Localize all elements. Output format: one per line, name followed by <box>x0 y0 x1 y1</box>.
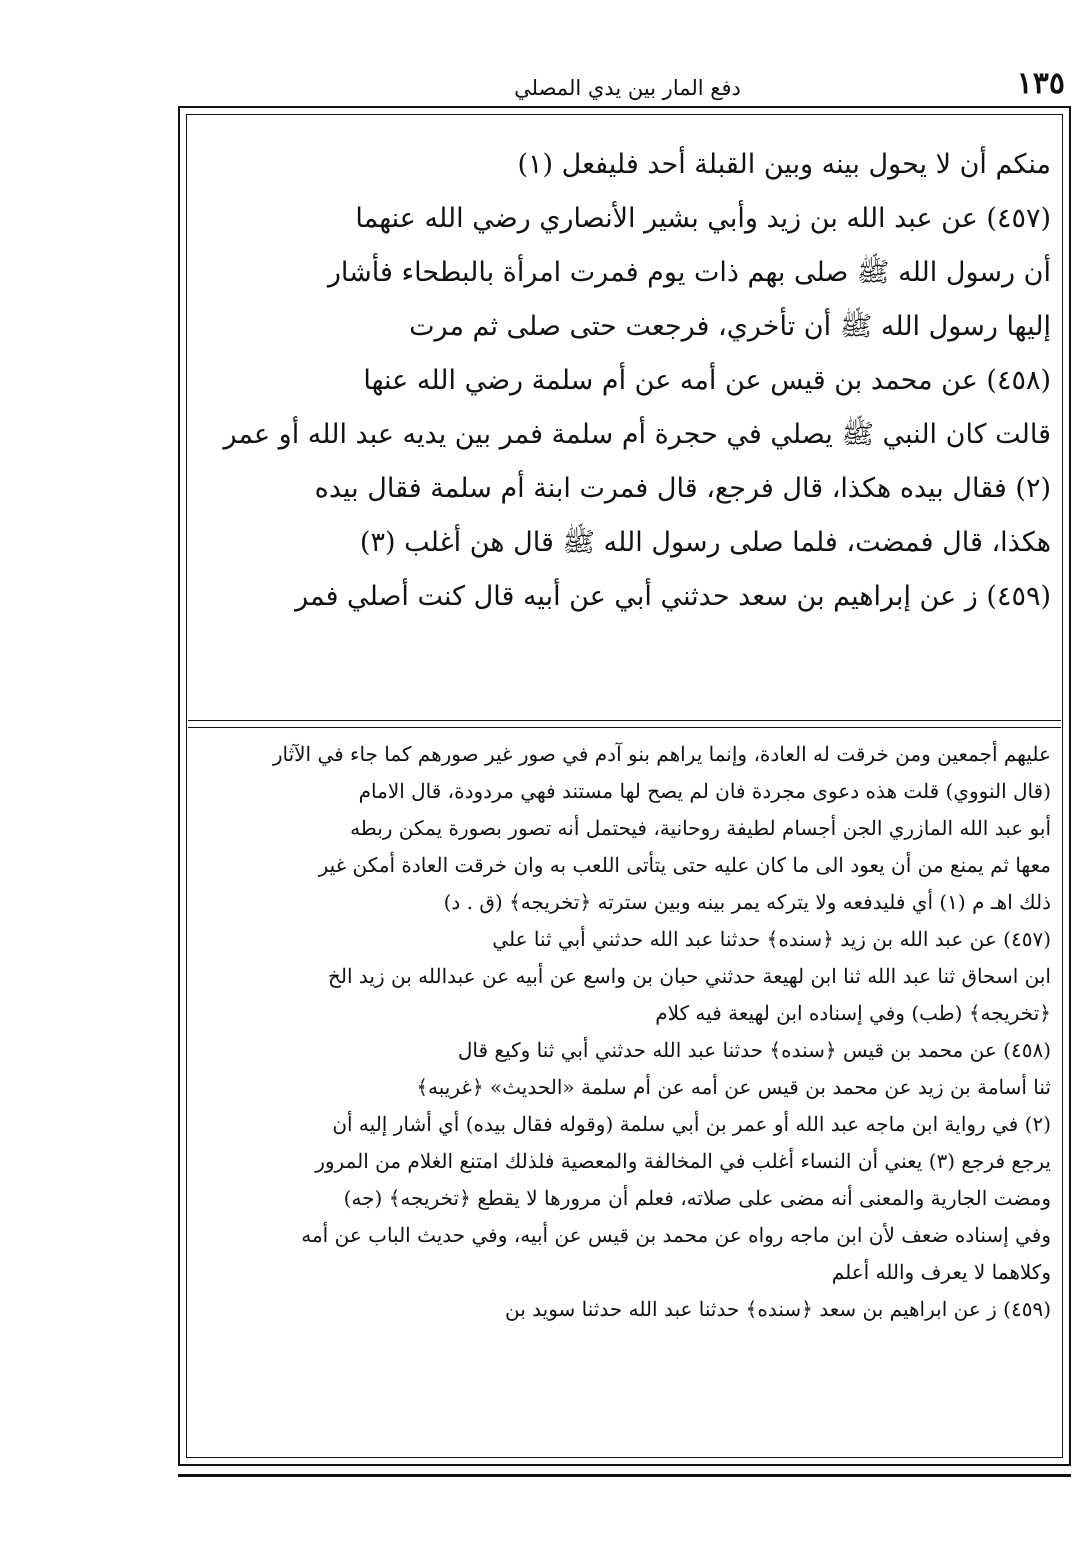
commentary-line: وفي إسناده ضعف لأن ابن ماجه رواه عن محمد بن قيس عن أبيه، وفي حديث الباب عن أمه <box>301 1223 1051 1247</box>
page-number: ١٣٥ <box>1016 66 1065 101</box>
hadith-line: قالت كان النبي ﷺ يصلي في حجرة أم سلمة فمر بين يديه عبد الله أو عمر <box>223 419 1051 450</box>
commentary-line: (٢) في رواية ابن ماجه عبد الله أو عمر بن أبي سلمة (وقوله فقال بيده) أي أشار إليه أن <box>332 1112 1051 1136</box>
commentary-line: ومضت الجارية والمعنى أنه مضى على صلاته، فعلم أن مرورها لا يقطع ﴿تخريجه﴾ (جه) <box>343 1186 1051 1210</box>
section-divider <box>188 720 1061 728</box>
commentary-line: ذلك اهـ م (١) أي فليدفعه ولا يتركه يمر بينه وبين سترته ﴿تخريجه﴾ (ق . د) <box>443 890 1051 914</box>
hadith-line: (٢) فقال بيده هكذا، قال فرجع، قال فمرت ابنة أم سلمة فقال بيده <box>314 473 1051 504</box>
commentary-line: يرجع فرجع (٣) يعني أن النساء أغلب في المخالفة والمعصية فلذلك امتنع الغلام من المرور <box>315 1149 1051 1173</box>
commentary-text-block <box>198 736 1051 1450</box>
hadith-line: (٤٥٩) ز عن إبراهيم بن سعد حدثني أبي عن أبيه قال كنت أصلي فمر <box>295 581 1051 612</box>
running-title: دفع المار بين يدي المصلي <box>514 76 741 100</box>
page-frame <box>178 106 1071 1466</box>
hadith-text-block <box>198 138 1051 718</box>
hadith-line: إليها رسول الله ﷺ أن تأخري، فرجعت حتى صلى ثم مرت <box>409 311 1051 342</box>
commentary-line: معها ثم يمنع من أن يعود الى ما كان عليه حتى يتأتى اللعب به وان خرقت العادة أمكن غير <box>318 853 1051 877</box>
commentary-line: (قال النووي) قلت هذه دعوى مجردة فان لم يصح لها مستند فهي مردودة، قال الامام <box>358 779 1051 803</box>
bottom-rule <box>178 1474 1071 1480</box>
commentary-line: وكلاهما لا يعرف والله أعلم <box>831 1260 1051 1284</box>
commentary-line: ابن اسحاق ثنا عبد الله ثنا ابن لهيعة حدثني حبان بن واسع عن أبيه عن عبدالله بن زيد الخ <box>328 964 1051 988</box>
commentary-line: ﴿تخريجه﴾ (طب) وفي إسناده ابن لهيعة فيه كلام <box>655 1001 1051 1025</box>
commentary-line: أبو عبد الله المازري الجن أجسام لطيفة روحانية، فيحتمل أنه تصور بصورة يمكن ربطه <box>350 816 1051 840</box>
hadith-line: هكذا، قال فمضت، فلما صلى رسول الله ﷺ قال هن أغلب (٣) <box>359 527 1051 558</box>
commentary-line: عليهم أجمعين ومن خرقت له العادة، وإنما يراهم بنو آدم في صور غير صورهم كما جاء في الآثار <box>272 742 1051 766</box>
hadith-line: منكم أن لا يحول بينه وبين القبلة أحد فليفعل (١) <box>517 149 1051 180</box>
hadith-line: (٤٥٧) عن عبد الله بن زيد وأبي بشير الأنصاري رضي الله عنهما <box>355 203 1051 234</box>
commentary-line: (٤٥٨) عن محمد بن قيس ﴿سنده﴾ حدثنا عبد الله حدثني أبي ثنا وكيع قال <box>457 1038 1051 1062</box>
commentary-line: (٤٥٩) ز عن ابراهيم بن سعد ﴿سنده﴾ حدثنا عبد الله حدثنا سويد بن <box>505 1297 1051 1321</box>
hadith-line: أن رسول الله ﷺ صلى بهم ذات يوم فمرت امرأة بالبطحاء فأشار <box>327 257 1051 288</box>
hadith-line: (٤٥٨) عن محمد بن قيس عن أمه عن أم سلمة رضي الله عنها <box>363 365 1051 396</box>
page-header <box>190 62 1065 106</box>
commentary-line: ثنا أسامة بن زيد عن محمد بن قيس عن أمه عن أم سلمة «الحديث» ﴿غريبه﴾ <box>416 1075 1051 1099</box>
commentary-line: (٤٥٧) عن عبد الله بن زيد ﴿سنده﴾ حدثنا عبد الله حدثني أبي ثنا علي <box>492 927 1051 951</box>
